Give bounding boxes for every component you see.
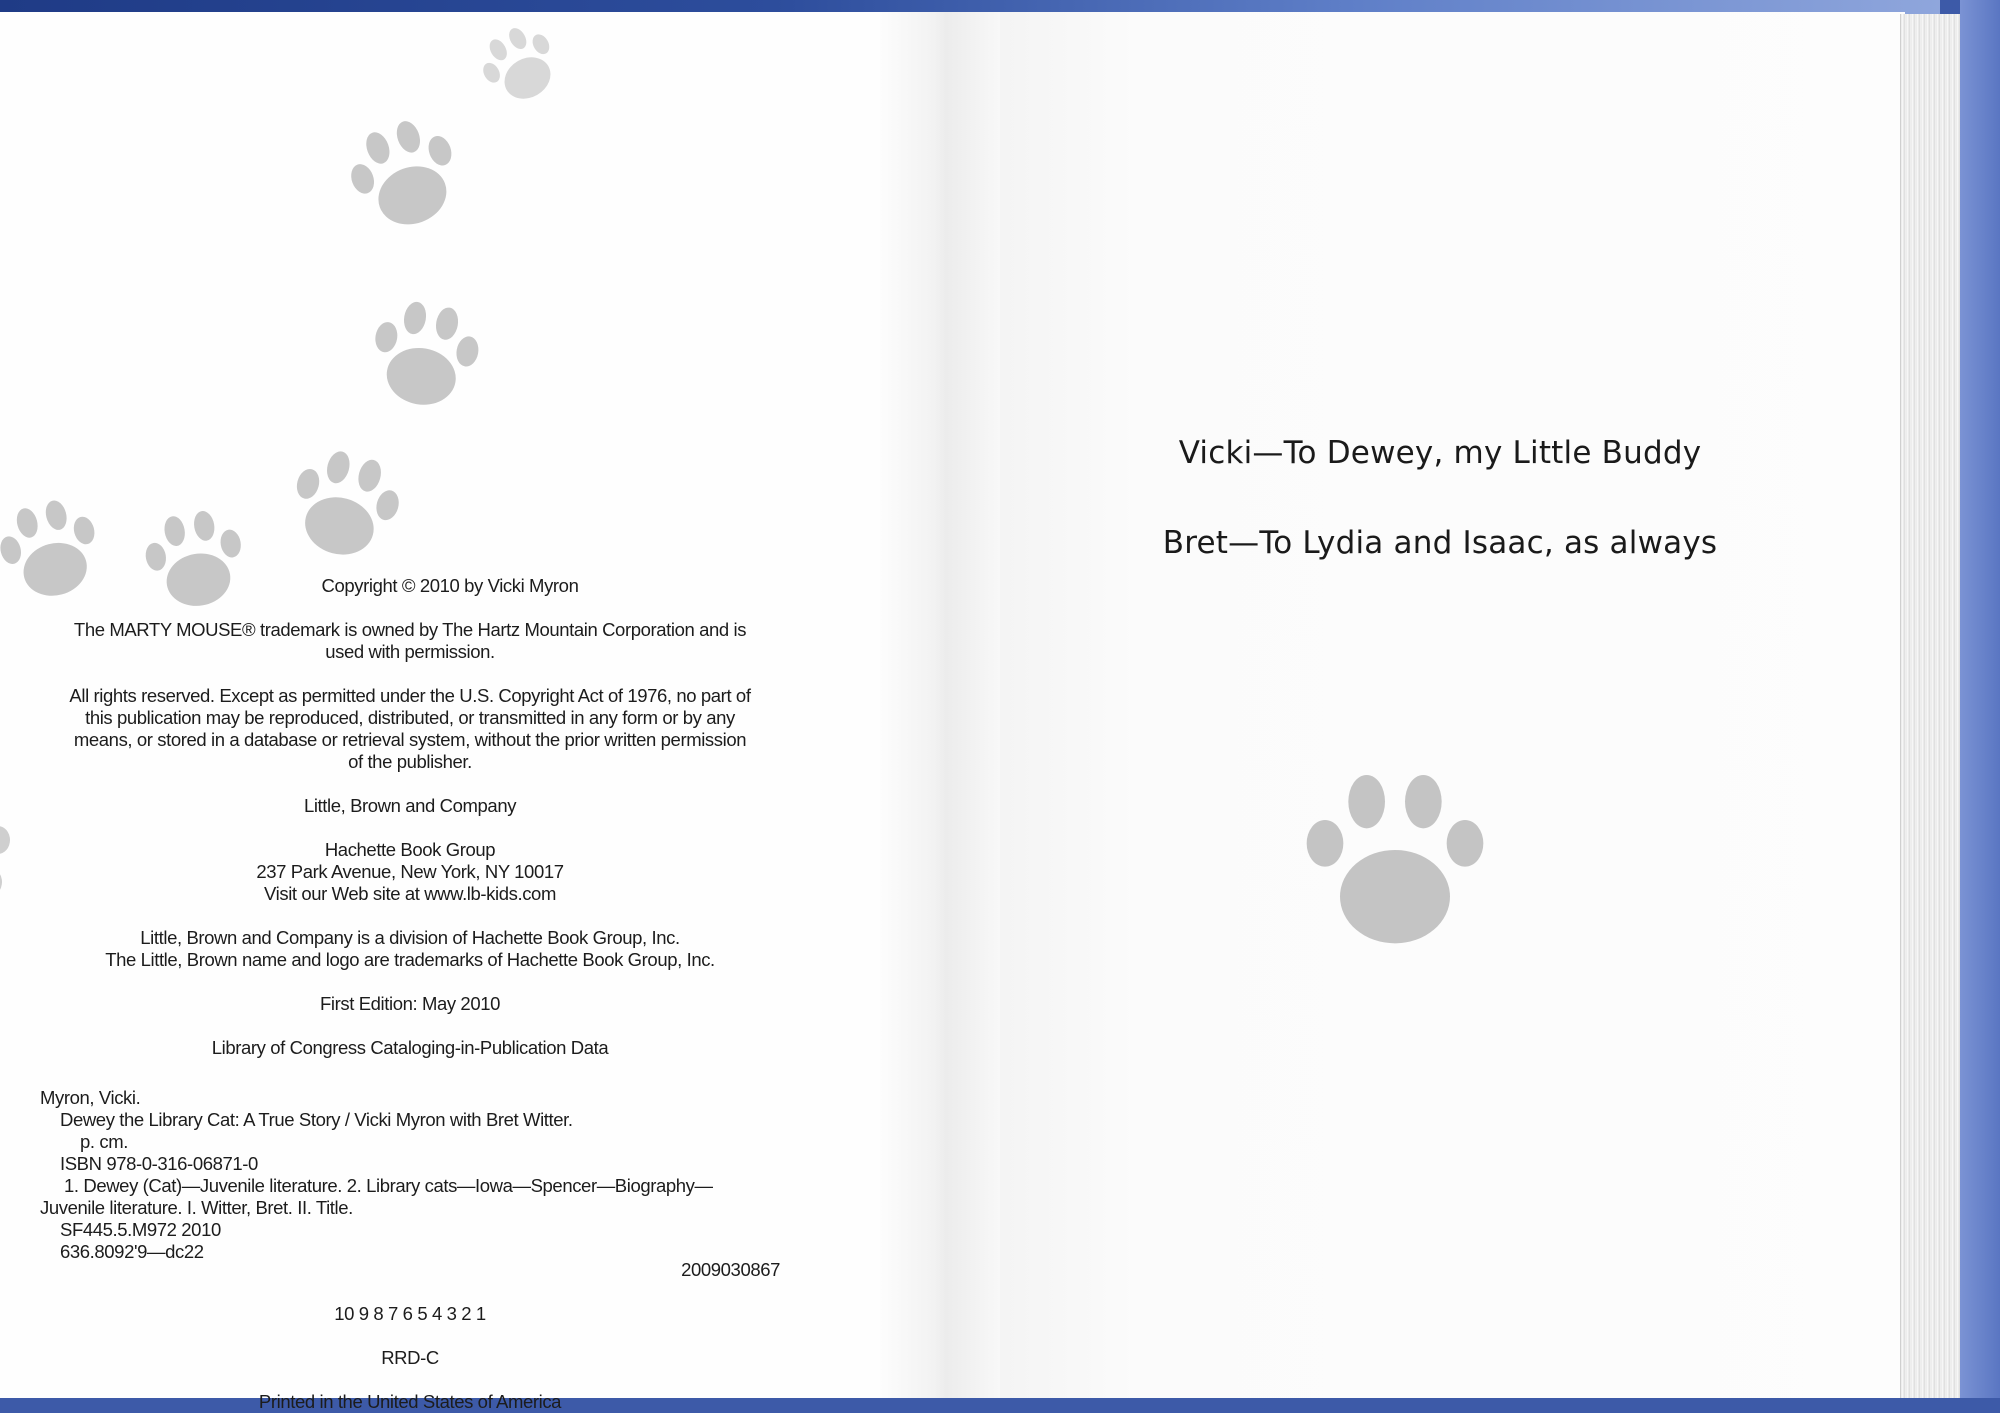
publisher-address: 237 Park Avenue, New York, NY 10017 bbox=[256, 861, 564, 882]
paw-print-icon bbox=[1290, 760, 1500, 960]
copyright-line: Copyright © 2010 by Vicki Myron bbox=[321, 575, 579, 596]
publisher-name: Little, Brown and Company bbox=[303, 795, 517, 816]
division-notice: Little, Brown and Company is a division of Hachette Book Group, Inc. bbox=[140, 927, 680, 948]
cip-isbn: ISBN 978-0-316-06871-0 bbox=[60, 1153, 258, 1174]
paw-print-icon bbox=[350, 280, 501, 431]
cip-pages: p. cm. bbox=[80, 1131, 128, 1152]
background-edge bbox=[1960, 0, 2000, 1398]
print-line: 10 9 8 7 6 5 4 3 2 1 bbox=[334, 1303, 486, 1324]
cip-classification: SF445.5.M972 2010 bbox=[60, 1219, 221, 1240]
publisher-website: Visit our Web site at www.lb-kids.com bbox=[264, 883, 556, 904]
right-page bbox=[1000, 12, 1905, 1398]
cip-lccn: 2009030867 bbox=[681, 1259, 780, 1280]
trademark-notice: used with permission. bbox=[325, 641, 495, 662]
dedication-vicki: Vicki—To Dewey, my Little Buddy bbox=[1178, 435, 1702, 471]
printed-in-line: Printed in the United States of America bbox=[258, 1391, 562, 1412]
dedication-bret: Bret—To Lydia and Isaac, as always bbox=[1162, 525, 1718, 561]
paw-print-icon bbox=[0, 820, 30, 900]
cip-author: Myron, Vicki. bbox=[40, 1087, 141, 1108]
printer-code: RRD-C bbox=[381, 1347, 439, 1368]
division-notice: The Little, Brown name and logo are trademarks of Hachette Book Group, Inc. bbox=[105, 949, 715, 970]
copyright-page bbox=[40, 575, 780, 1413]
cip-dewey: 636.8092'9—dc22 bbox=[60, 1241, 204, 1262]
book-gutter bbox=[880, 12, 1000, 1398]
edition-line: First Edition: May 2010 bbox=[320, 993, 500, 1014]
page-edges bbox=[1900, 14, 1963, 1398]
trademark-notice: The MARTY MOUSE® trademark is owned by The Hartz Mountain Corporation and is bbox=[73, 619, 747, 640]
rights-notice: All rights reserved. Except as permitted under the U.S. Copyright Act of 1976, no part of bbox=[69, 685, 751, 706]
publisher-group: Hachette Book Group bbox=[324, 839, 496, 860]
cip-subjects: Juvenile literature. I. Witter, Bret. II. Title. bbox=[40, 1197, 353, 1218]
cip-heading: Library of Congress Cataloging-in-Publication Data bbox=[211, 1037, 609, 1058]
cip-title: Dewey the Library Cat: A True Story / Vicki Myron with Bret Witter. bbox=[60, 1109, 573, 1130]
rights-notice: this publication may be reproduced, distributed, or transmitted in any form or by any bbox=[85, 707, 735, 728]
cip-subjects: 1. Dewey (Cat)—Juvenile literature. 2. Library cats—Iowa—Spencer—Biography— bbox=[64, 1175, 713, 1196]
rights-notice: of the publisher. bbox=[348, 751, 472, 772]
rights-notice: means, or stored in a database or retrieval system, without the prior written permission bbox=[73, 729, 747, 750]
